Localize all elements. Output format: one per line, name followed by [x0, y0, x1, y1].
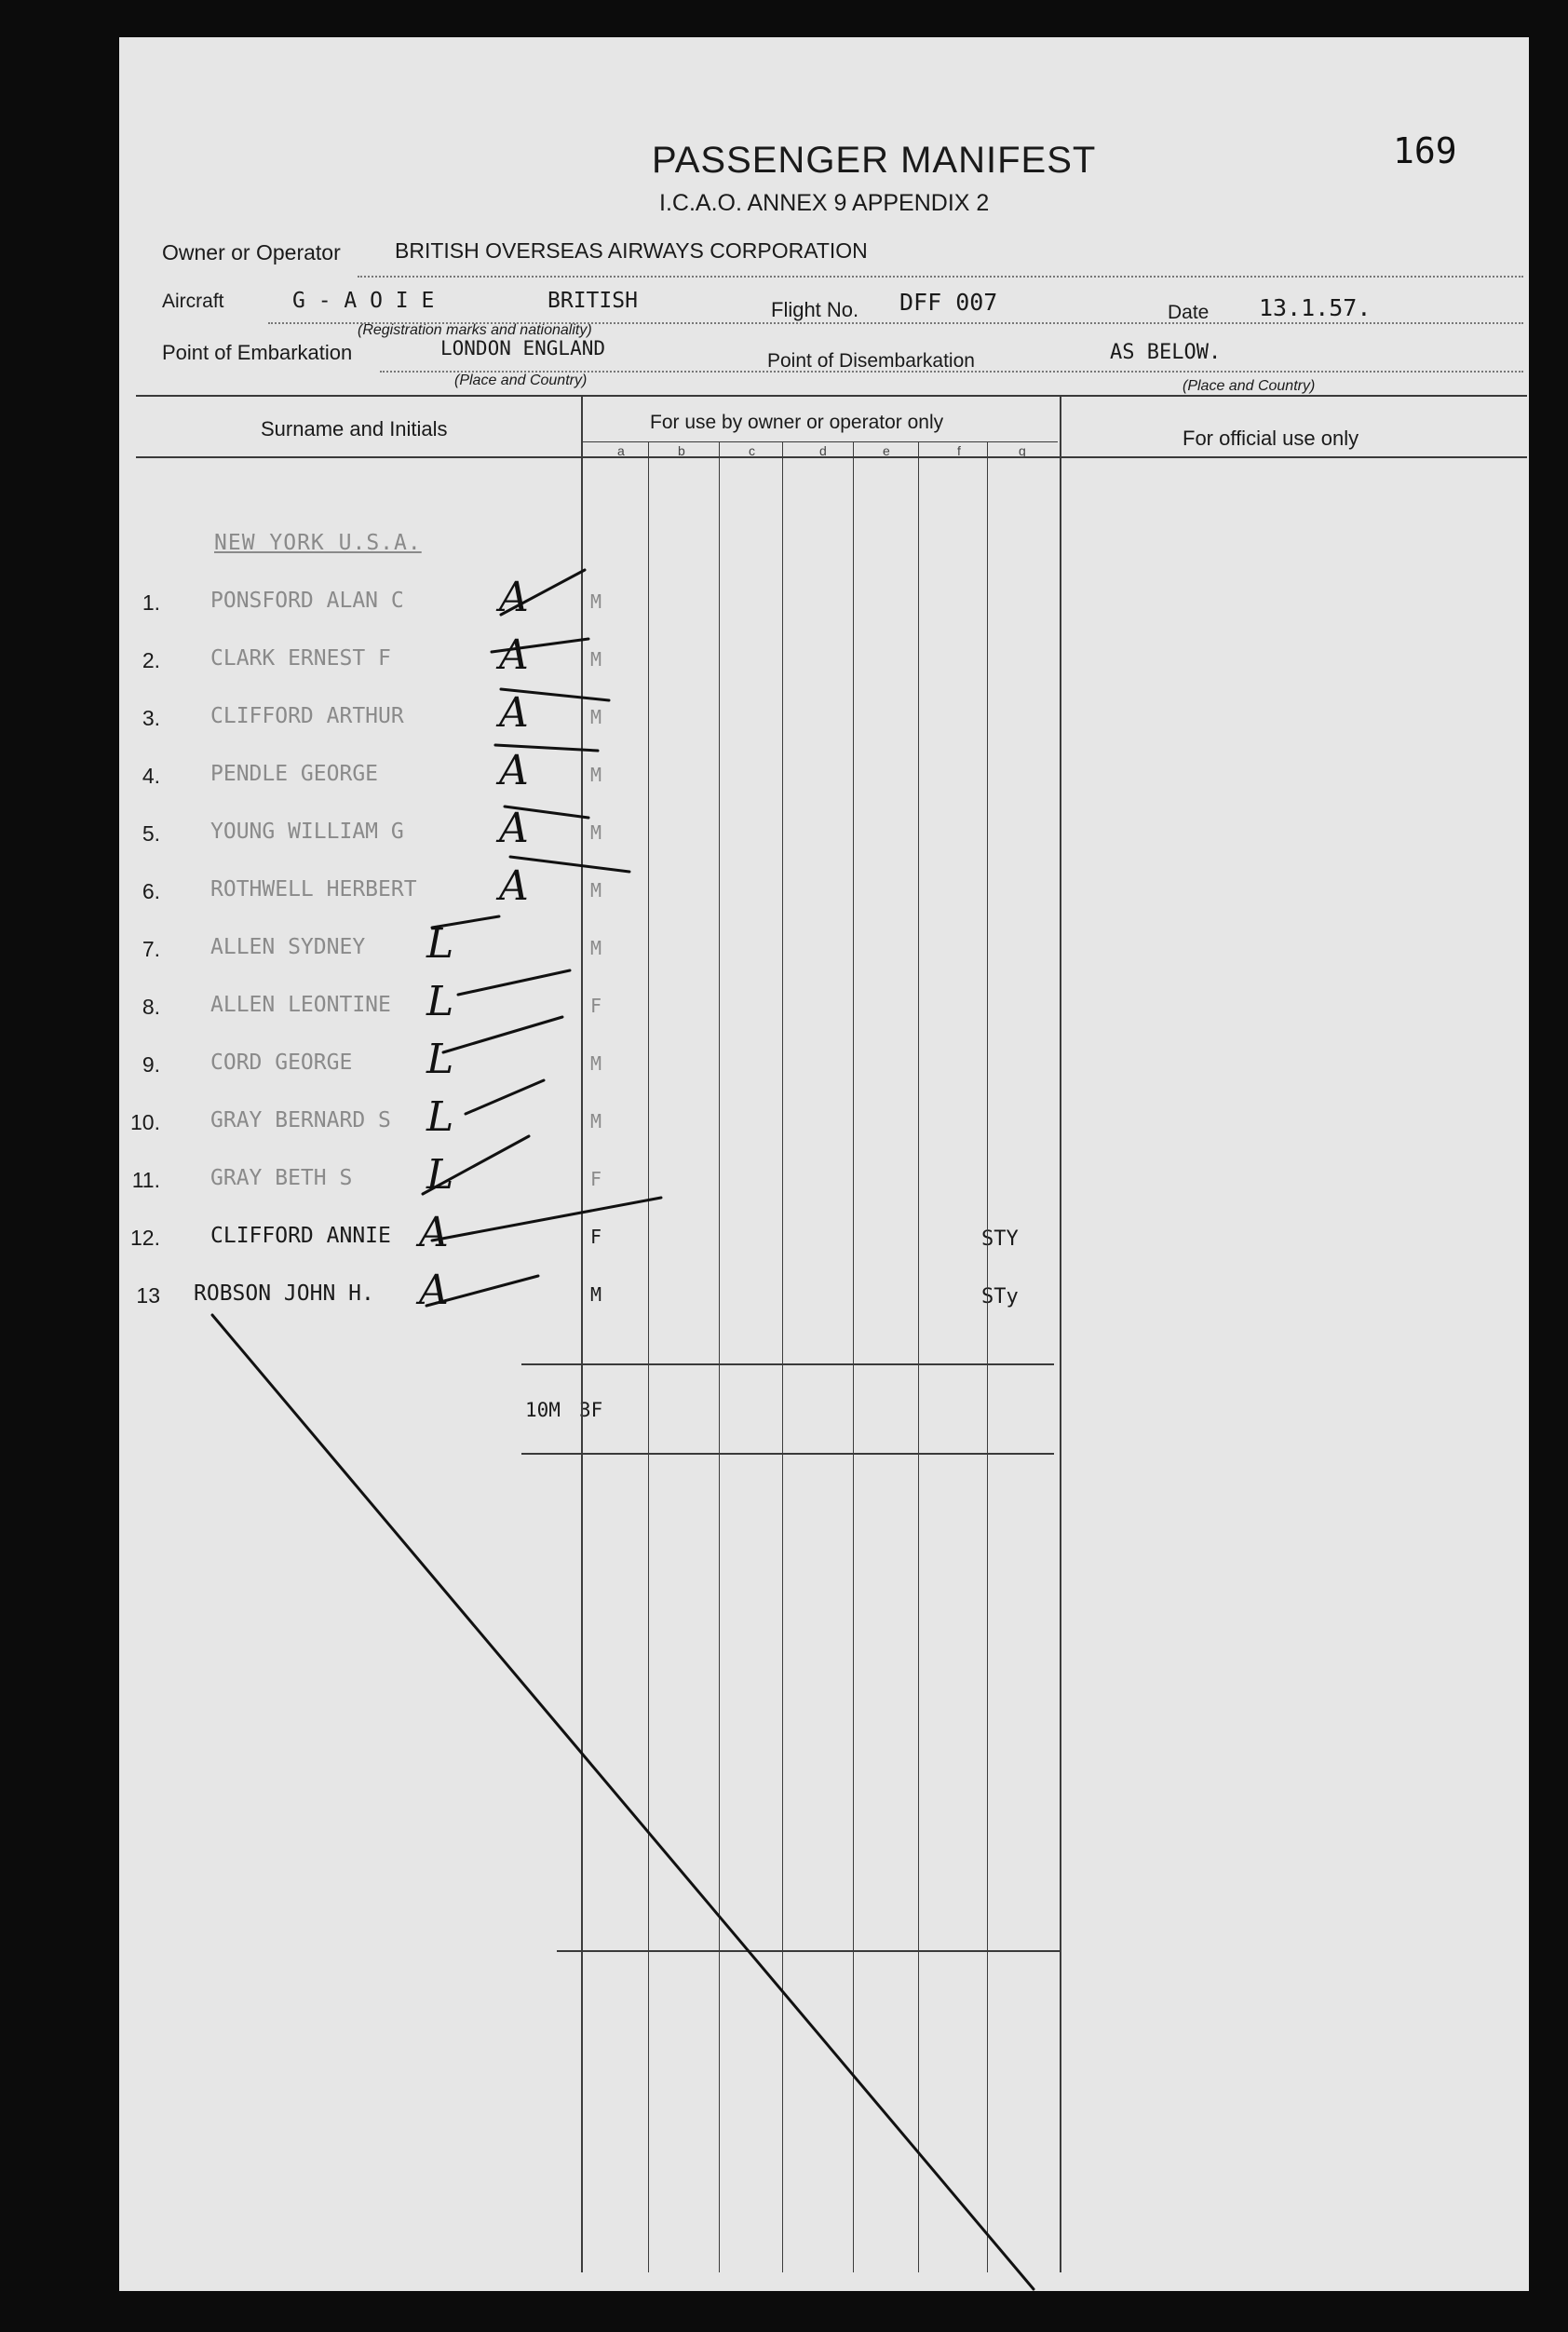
pen-stroke: [501, 689, 609, 700]
passenger-sex: M: [590, 1052, 602, 1075]
check-mark: A: [499, 574, 529, 621]
pen-stroke: [212, 1315, 1034, 2289]
passenger-sex: M: [590, 648, 602, 671]
passenger-name: ALLEN SYDNEY: [210, 935, 366, 959]
passenger-name: ROTHWELL HERBERT: [210, 877, 417, 902]
destination-heading: NEW YORK U.S.A.: [214, 531, 422, 555]
passenger-number: 7.: [142, 937, 160, 961]
pen-stroke: [505, 807, 588, 818]
total-female: 3F: [579, 1399, 603, 1421]
total-male: 10M: [525, 1399, 561, 1421]
flight-value: DFF 007: [899, 289, 998, 316]
passenger-sex: M: [590, 764, 602, 786]
passenger-number: 8.: [142, 995, 160, 1019]
date-value: 13.1.57.: [1259, 294, 1372, 321]
check-mark: L: [426, 978, 454, 1025]
aircraft-label: Aircraft: [162, 291, 224, 312]
passenger-name: CLARK ERNEST F: [210, 646, 391, 671]
pen-stroke: [443, 1017, 562, 1052]
passenger-sex: F: [590, 995, 602, 1017]
owner-label: Owner or Operator: [162, 240, 341, 264]
column-letter: a: [617, 443, 625, 458]
passenger-sex: M: [590, 1110, 602, 1132]
aircraft-note: (Registration marks and nationality): [358, 322, 592, 338]
passenger-sex: M: [590, 1283, 602, 1306]
column-letter: b: [678, 443, 685, 458]
passenger-sex: F: [590, 1168, 602, 1190]
passenger-number: 5.: [142, 821, 160, 846]
passenger-sex: M: [590, 590, 602, 613]
aircraft-value: G - A O I E: [292, 289, 435, 313]
passenger-sex: M: [590, 937, 602, 959]
passenger-number: 3.: [142, 706, 160, 730]
pen-stroke: [423, 1136, 529, 1194]
surname-column-header: Surname and Initials: [261, 417, 448, 441]
check-mark: A: [499, 805, 529, 852]
passenger-number: 12.: [130, 1226, 160, 1250]
passenger-number: 11.: [131, 1168, 160, 1192]
passenger-number: 2.: [142, 648, 160, 672]
pen-stroke: [466, 1080, 544, 1114]
column-letter: e: [883, 443, 890, 458]
passenger-number: 13: [136, 1283, 160, 1308]
pen-stroke: [432, 1198, 661, 1241]
passenger-name: CORD GEORGE: [210, 1051, 353, 1075]
owner-use-column-header: For use by owner or operator only: [650, 412, 944, 433]
pen-stroke: [501, 570, 585, 615]
embarkation-note: (Place and Country): [454, 373, 588, 388]
disembarkation-value: AS BELOW.: [1110, 341, 1222, 364]
passenger-name: PONSFORD ALAN C: [210, 589, 404, 613]
passenger-name: GRAY BERNARD S: [210, 1108, 391, 1132]
passenger-name: CLIFFORD ARTHUR: [210, 704, 404, 728]
check-mark: A: [419, 1267, 449, 1314]
column-letter: d: [819, 443, 827, 458]
pen-stroke: [510, 857, 629, 872]
check-mark: L: [426, 1093, 454, 1141]
check-mark: A: [499, 689, 529, 737]
passenger-name: PENDLE GEORGE: [210, 762, 379, 786]
passenger-name: ROBSON JOHN H.: [194, 1281, 374, 1306]
column-letter: g: [1019, 443, 1026, 458]
check-mark: A: [499, 747, 529, 794]
pen-stroke: [432, 916, 499, 928]
disembarkation-note: (Place and Country): [1183, 378, 1316, 394]
passenger-sex: M: [590, 879, 602, 902]
handwriting-overlay: [119, 37, 1529, 2291]
owner-value: BRITISH OVERSEAS AIRWAYS CORPORATION: [395, 238, 868, 263]
column-letter: f: [957, 443, 961, 458]
check-mark: L: [426, 1151, 454, 1199]
aircraft-nationality: BRITISH: [547, 289, 638, 313]
official-use-column-header: For official use only: [1183, 427, 1359, 450]
pen-stroke: [495, 745, 598, 751]
disembarkation-label: Point of Disembarkation: [767, 350, 975, 372]
embarkation-value: LONDON ENGLAND: [440, 337, 606, 359]
passenger-name: YOUNG WILLIAM G: [210, 820, 404, 844]
passenger-number: 9.: [142, 1052, 160, 1077]
passenger-note: STY: [981, 1227, 1019, 1251]
passenger-sex: M: [590, 821, 602, 844]
passenger-number: 6.: [142, 879, 160, 903]
passenger-number: 1.: [142, 590, 160, 615]
pen-stroke: [426, 1276, 538, 1306]
passenger-sex: F: [590, 1226, 602, 1248]
passenger-number: 4.: [142, 764, 160, 788]
passenger-number: 10.: [130, 1110, 160, 1134]
embarkation-label: Point of Embarkation: [162, 341, 353, 364]
passenger-name: CLIFFORD ANNIE: [210, 1224, 391, 1248]
passenger-name: ALLEN LEONTINE: [210, 993, 391, 1017]
page-number: 169: [1393, 130, 1457, 171]
page-subtitle: I.C.A.O. ANNEX 9 APPENDIX 2: [659, 190, 990, 216]
passenger-name: GRAY BETH S: [210, 1166, 353, 1190]
check-mark: A: [499, 631, 529, 679]
check-mark: A: [499, 862, 529, 910]
check-mark: A: [419, 1209, 449, 1256]
pen-stroke: [458, 970, 570, 995]
date-label: Date: [1168, 302, 1210, 323]
pen-stroke: [492, 639, 588, 652]
manifest-sheet: [119, 37, 1529, 2291]
column-letter: c: [749, 443, 755, 458]
page-title: PASSENGER MANIFEST: [652, 140, 1097, 181]
passenger-sex: M: [590, 706, 602, 728]
passenger-note: STy: [981, 1285, 1019, 1308]
check-mark: L: [426, 920, 454, 968]
flight-label: Flight No.: [771, 298, 859, 321]
check-mark: L: [426, 1036, 454, 1083]
